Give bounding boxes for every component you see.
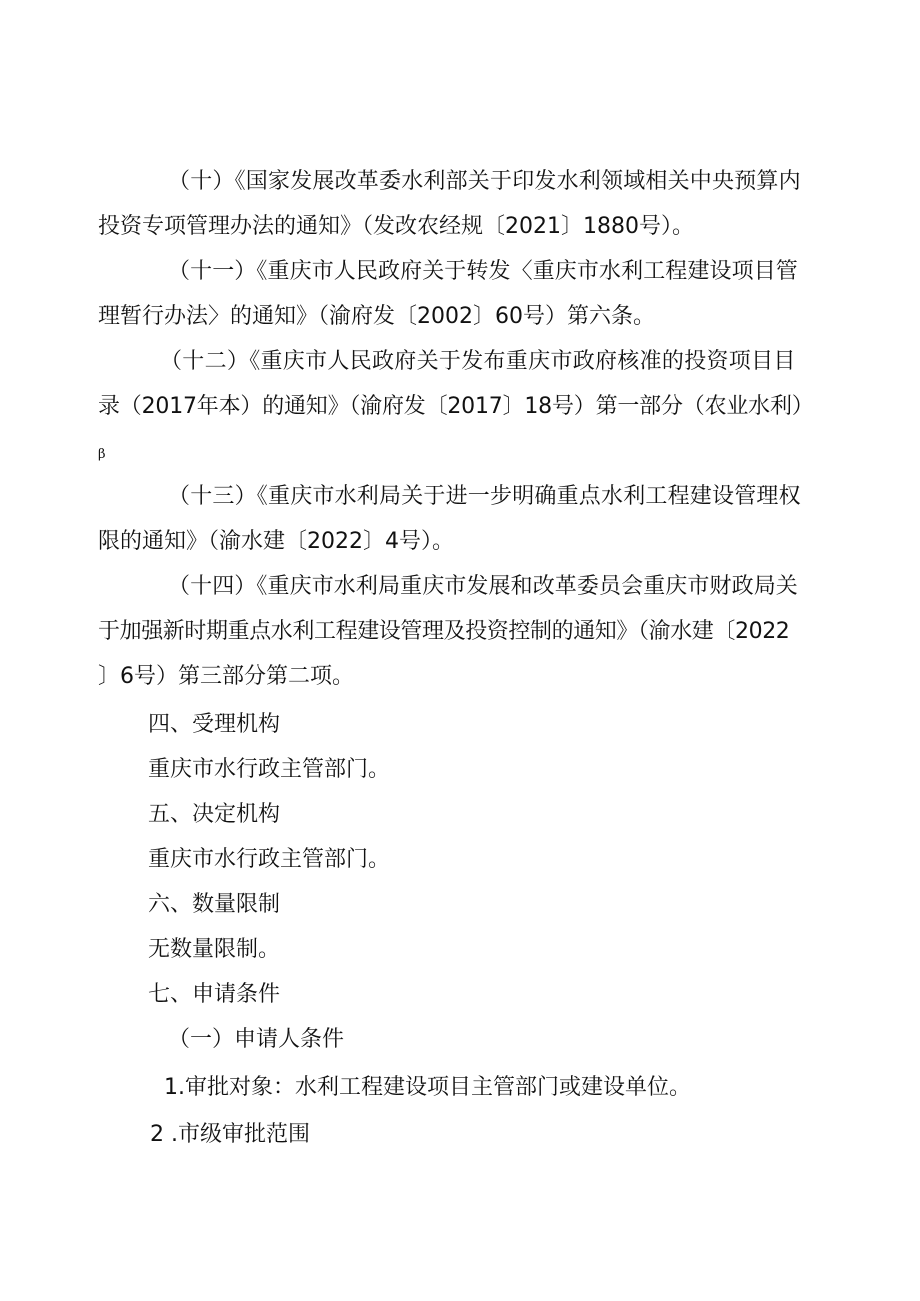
para-14-line-1: （十四）《重庆市水利局重庆市发展和改革委员会重庆市财政局关 xyxy=(168,574,798,599)
para-14-line-2: 于加强新时期重点水利工程建设管理及投资控制的通知》（渝水建〔2022 xyxy=(98,619,790,644)
item-city-approval-scope: 2 .市级审批范围 xyxy=(150,1122,310,1147)
section-text-quantity: 无数量限制。 xyxy=(148,937,281,962)
stray-mark: β xyxy=(98,447,106,462)
para-10-line-1: （十）《国家发展改革委水利部关于印发水利领域相关中央预算内 xyxy=(168,169,801,194)
section-heading-quantity: 六、数量限制 xyxy=(148,892,281,917)
para-10-line-2: 投资专项管理办法的通知》（发改农经规〔2021〕1880号）。 xyxy=(98,214,694,239)
section-heading-acceptance: 四、受理机构 xyxy=(148,712,281,737)
para-14-line-3: 〕6号）第三部分第二项。 xyxy=(98,664,354,689)
para-11-line-1: （十一）《重庆市人民政府关于转发〈重庆市水利工程建设项目管 xyxy=(168,259,798,284)
item-approval-object: 1.审批对象：水利工程建设项目主管部门或建设单位。 xyxy=(164,1075,691,1100)
para-12-line-1: （十二）《重庆市人民政府关于发布重庆市政府核准的投资项目目 xyxy=(160,349,796,374)
section-text-acceptance: 重庆市水行政主管部门。 xyxy=(148,757,391,782)
section-heading-conditions: 七、申请条件 xyxy=(148,982,281,1007)
para-13-line-1: （十三）《重庆市水利局关于进一步明确重点水利工程建设管理权 xyxy=(168,484,801,509)
para-13-line-2: 限的通知》（渝水建〔2022〕4号）。 xyxy=(98,529,454,554)
subsection-applicant-conditions: （一）申请人条件 xyxy=(168,1027,345,1052)
para-11-line-2: 理暂行办法〉的通知》（渝府发〔2002〕60号）第六条。 xyxy=(98,304,655,329)
section-text-decision: 重庆市水行政主管部门。 xyxy=(148,847,391,872)
section-heading-decision: 五、决定机构 xyxy=(148,802,281,827)
para-12-line-2: 录（2017年本）的通知》（渝府发〔2017〕18号）第一部分（农业水利） xyxy=(98,394,814,419)
